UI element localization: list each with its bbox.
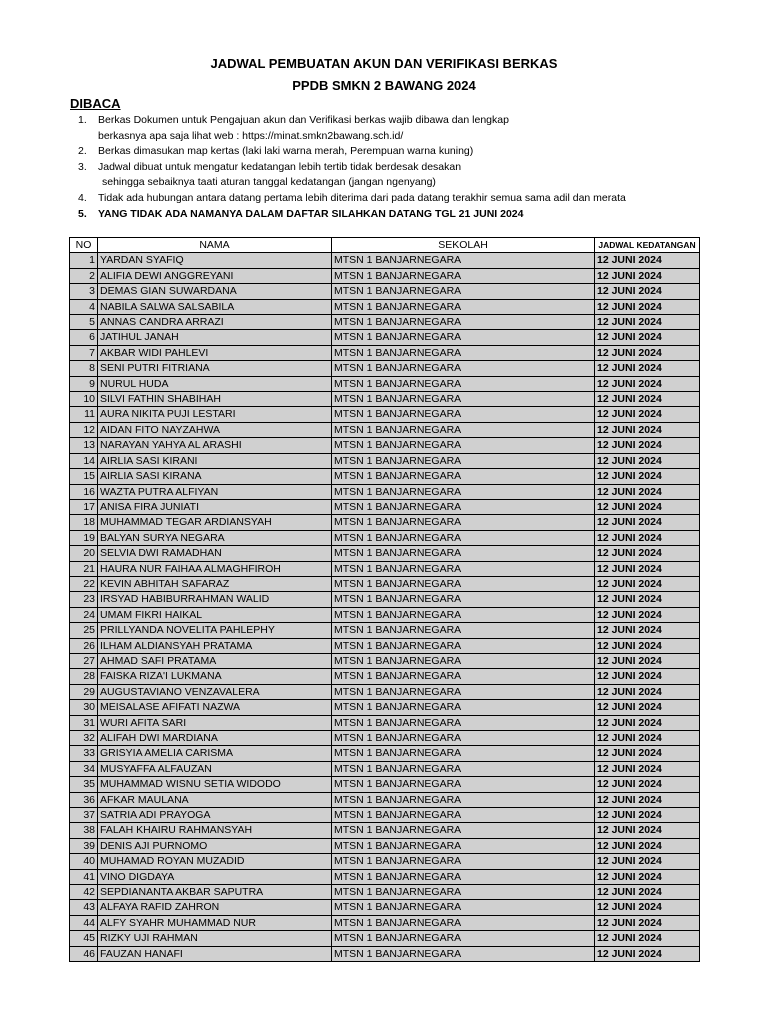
cell-sekolah: MTSN 1 BANJARNEGARA (332, 700, 595, 715)
cell-no: 7 (70, 345, 98, 360)
cell-sekolah: MTSN 1 BANJARNEGARA (332, 453, 595, 468)
cell-no: 24 (70, 607, 98, 622)
table-row (70, 361, 700, 376)
cell-no: 26 (70, 638, 98, 653)
table-row (70, 268, 700, 283)
table-row (70, 438, 700, 453)
cell-no: 23 (70, 592, 98, 607)
cell-nama: UMAM FIKRI HAIKAL (98, 607, 332, 622)
table-row (70, 869, 700, 884)
cell-no: 11 (70, 407, 98, 422)
cell-nama: SELVIA DWI RAMADHAN (98, 546, 332, 561)
cell-nama: AIRLIA SASI KIRANI (98, 453, 332, 468)
cell-nama: SATRIA ADI PRAYOGA (98, 808, 332, 823)
table-row (70, 669, 700, 684)
cell-nama: WAZTA PUTRA ALFIYAN (98, 484, 332, 499)
note-line (70, 207, 710, 223)
cell-jadwal: 12 JUNI 2024 (595, 808, 700, 823)
cell-jadwal: 12 JUNI 2024 (595, 592, 700, 607)
cell-no: 22 (70, 576, 98, 591)
table-row (70, 731, 700, 746)
table-row (70, 315, 700, 330)
table-row (70, 576, 700, 591)
cell-sekolah: MTSN 1 BANJARNEGARA (332, 931, 595, 946)
cell-sekolah: MTSN 1 BANJARNEGARA (332, 592, 595, 607)
cell-no: 45 (70, 931, 98, 946)
note-text: Tidak ada hubungan antara datang pertama lebih diterima dari pada datang terakhir semua sama adil dan merata (98, 191, 626, 204)
cell-nama: MUHAMMAD WISNU SETIA WIDODO (98, 777, 332, 792)
cell-jadwal: 12 JUNI 2024 (595, 515, 700, 530)
cell-sekolah: MTSN 1 BANJARNEGARA (332, 684, 595, 699)
cell-jadwal: 12 JUNI 2024 (595, 469, 700, 484)
cell-no: 35 (70, 777, 98, 792)
table-row (70, 885, 700, 900)
cell-no: 44 (70, 915, 98, 930)
cell-no: 15 (70, 469, 98, 484)
cell-no: 13 (70, 438, 98, 453)
cell-sekolah: MTSN 1 BANJARNEGARA (332, 869, 595, 884)
note-text: berkasnya apa saja lihat web : https://minat.smkn2bawang.sch.id/ (98, 129, 404, 142)
cell-no: 16 (70, 484, 98, 499)
cell-nama: JATIHUL JANAH (98, 330, 332, 345)
table-row (70, 900, 700, 915)
table-row (70, 453, 700, 468)
table-row (70, 469, 700, 484)
cell-jadwal: 12 JUNI 2024 (595, 546, 700, 561)
note-number: 1. (78, 114, 87, 126)
table-row (70, 546, 700, 561)
cell-no: 46 (70, 946, 98, 961)
cell-no: 8 (70, 361, 98, 376)
cell-nama: RIZKY UJI RAHMAN (98, 931, 332, 946)
cell-jadwal: 12 JUNI 2024 (595, 530, 700, 545)
cell-jadwal: 12 JUNI 2024 (595, 499, 700, 514)
cell-sekolah: MTSN 1 BANJARNEGARA (332, 746, 595, 761)
cell-jadwal: 12 JUNI 2024 (595, 284, 700, 299)
cell-nama: AIDAN FITO NAYZAHWA (98, 422, 332, 437)
cell-sekolah: MTSN 1 BANJARNEGARA (332, 623, 595, 638)
cell-sekolah: MTSN 1 BANJARNEGARA (332, 777, 595, 792)
cell-sekolah: MTSN 1 BANJARNEGARA (332, 515, 595, 530)
schedule-table (69, 237, 700, 962)
cell-nama: IRSYAD HABIBURRAHMAN WALID (98, 592, 332, 607)
table-row (70, 931, 700, 946)
cell-jadwal: 12 JUNI 2024 (595, 823, 700, 838)
cell-jadwal: 12 JUNI 2024 (595, 653, 700, 668)
cell-nama: AIRLIA SASI KIRANA (98, 469, 332, 484)
cell-nama: FAUZAN HANAFI (98, 946, 332, 961)
cell-no: 33 (70, 746, 98, 761)
cell-nama: HAURA NUR FAIHAA ALMAGHFIROH (98, 561, 332, 576)
table-row (70, 592, 700, 607)
table-row (70, 854, 700, 869)
cell-sekolah: MTSN 1 BANJARNEGARA (332, 253, 595, 268)
cell-no: 1 (70, 253, 98, 268)
cell-no: 43 (70, 900, 98, 915)
cell-nama: BALYAN SURYA NEGARA (98, 530, 332, 545)
cell-nama: NURUL HUDA (98, 376, 332, 391)
cell-no: 32 (70, 731, 98, 746)
cell-jadwal: 12 JUNI 2024 (595, 484, 700, 499)
note-line (70, 144, 710, 160)
cell-no: 39 (70, 838, 98, 853)
cell-sekolah: MTSN 1 BANJARNEGARA (332, 638, 595, 653)
cell-no: 20 (70, 546, 98, 561)
cell-nama: VINO DIGDAYA (98, 869, 332, 884)
table-row (70, 808, 700, 823)
cell-sekolah: MTSN 1 BANJARNEGARA (332, 761, 595, 776)
cell-jadwal: 12 JUNI 2024 (595, 731, 700, 746)
cell-sekolah: MTSN 1 BANJARNEGARA (332, 607, 595, 622)
note-text: sehingga sebaiknya taati aturan tanggal kedatangan (jangan ngenyang) (102, 176, 436, 189)
document-subtitle: PPDB SMKN 2 BAWANG 2024 (292, 78, 476, 93)
cell-nama: SENI PUTRI FITRIANA (98, 361, 332, 376)
cell-nama: AKBAR WIDI PAHLEVI (98, 345, 332, 360)
cell-jadwal: 12 JUNI 2024 (595, 407, 700, 422)
cell-sekolah: MTSN 1 BANJARNEGARA (332, 361, 595, 376)
cell-nama: FAISKA RIZA'I LUKMANA (98, 669, 332, 684)
table-row (70, 499, 700, 514)
cell-no: 29 (70, 684, 98, 699)
cell-sekolah: MTSN 1 BANJARNEGARA (332, 392, 595, 407)
cell-no: 30 (70, 700, 98, 715)
cell-sekolah: MTSN 1 BANJARNEGARA (332, 653, 595, 668)
cell-jadwal: 12 JUNI 2024 (595, 438, 700, 453)
cell-nama: DENIS AJI PURNOMO (98, 838, 332, 853)
cell-sekolah: MTSN 1 BANJARNEGARA (332, 530, 595, 545)
cell-nama: SILVI FATHIN SHABIHAH (98, 392, 332, 407)
table-row (70, 715, 700, 730)
cell-sekolah: MTSN 1 BANJARNEGARA (332, 731, 595, 746)
table-row (70, 561, 700, 576)
cell-jadwal: 12 JUNI 2024 (595, 623, 700, 638)
cell-no: 12 (70, 422, 98, 437)
cell-sekolah: MTSN 1 BANJARNEGARA (332, 546, 595, 561)
cell-nama: YARDAN SYAFIQ (98, 253, 332, 268)
note-number: 4. (78, 191, 87, 204)
cell-jadwal: 12 JUNI 2024 (595, 422, 700, 437)
cell-nama: NABILA SALWA SALSABILA (98, 299, 332, 314)
table-row (70, 515, 700, 530)
cell-no: 42 (70, 885, 98, 900)
cell-jadwal: 12 JUNI 2024 (595, 345, 700, 360)
cell-no: 40 (70, 854, 98, 869)
table-row (70, 700, 700, 715)
cell-sekolah: MTSN 1 BANJARNEGARA (332, 915, 595, 930)
table-row (70, 530, 700, 545)
cell-sekolah: MTSN 1 BANJARNEGARA (332, 808, 595, 823)
cell-sekolah: MTSN 1 BANJARNEGARA (332, 946, 595, 961)
cell-no: 4 (70, 299, 98, 314)
cell-no: 10 (70, 392, 98, 407)
cell-no: 36 (70, 792, 98, 807)
cell-no: 6 (70, 330, 98, 345)
cell-nama: ANISA FIRA JUNIATI (98, 499, 332, 514)
note-number: 2. (78, 145, 87, 158)
cell-no: 2 (70, 268, 98, 283)
header-sekolah: SEKOLAH (332, 238, 595, 253)
cell-jadwal: 12 JUNI 2024 (595, 946, 700, 961)
section-label: DIBACA (70, 96, 121, 111)
cell-no: 34 (70, 761, 98, 776)
note-line (70, 113, 710, 129)
cell-sekolah: MTSN 1 BANJARNEGARA (332, 561, 595, 576)
cell-jadwal: 12 JUNI 2024 (595, 885, 700, 900)
table-row (70, 607, 700, 622)
table-row (70, 284, 700, 299)
cell-jadwal: 12 JUNI 2024 (595, 253, 700, 268)
table-row (70, 838, 700, 853)
cell-no: 9 (70, 376, 98, 391)
cell-sekolah: MTSN 1 BANJARNEGARA (332, 484, 595, 499)
header-nama: NAMA (98, 238, 332, 253)
note-line (70, 191, 710, 207)
note-line (70, 175, 710, 191)
note-number: 5. (78, 207, 87, 220)
cell-jadwal: 12 JUNI 2024 (595, 607, 700, 622)
cell-no: 27 (70, 653, 98, 668)
table-header-row (70, 238, 700, 253)
header-jadwal: JADWAL KEDATANGAN (595, 238, 700, 253)
cell-sekolah: MTSN 1 BANJARNEGARA (332, 792, 595, 807)
cell-sekolah: MTSN 1 BANJARNEGARA (332, 469, 595, 484)
header-no: NO (70, 238, 98, 253)
cell-nama: ALFAYA RAFID ZAHRON (98, 900, 332, 915)
cell-sekolah: MTSN 1 BANJARNEGARA (332, 407, 595, 422)
cell-sekolah: MTSN 1 BANJARNEGARA (332, 576, 595, 591)
cell-no: 28 (70, 669, 98, 684)
table-row (70, 623, 700, 638)
cell-nama: ALIFIA DEWI ANGGREYANI (98, 268, 332, 283)
cell-nama: AFKAR MAULANA (98, 792, 332, 807)
cell-jadwal: 12 JUNI 2024 (595, 361, 700, 376)
cell-jadwal: 12 JUNI 2024 (595, 746, 700, 761)
cell-sekolah: MTSN 1 BANJARNEGARA (332, 330, 595, 345)
cell-nama: WURI AFITA SARI (98, 715, 332, 730)
cell-jadwal: 12 JUNI 2024 (595, 900, 700, 915)
cell-jadwal: 12 JUNI 2024 (595, 931, 700, 946)
table-row (70, 777, 700, 792)
cell-sekolah: MTSN 1 BANJARNEGARA (332, 715, 595, 730)
table-row (70, 345, 700, 360)
table-row (70, 407, 700, 422)
table-row (70, 299, 700, 314)
cell-nama: MEISALASE AFIFATI NAZWA (98, 700, 332, 715)
cell-jadwal: 12 JUNI 2024 (595, 838, 700, 853)
cell-nama: AURA NIKITA PUJI LESTARI (98, 407, 332, 422)
cell-jadwal: 12 JUNI 2024 (595, 869, 700, 884)
note-line (70, 129, 710, 145)
table-row (70, 376, 700, 391)
cell-sekolah: MTSN 1 BANJARNEGARA (332, 900, 595, 915)
table-row (70, 746, 700, 761)
table-row (70, 653, 700, 668)
cell-no: 19 (70, 530, 98, 545)
cell-sekolah: MTSN 1 BANJARNEGARA (332, 854, 595, 869)
cell-sekolah: MTSN 1 BANJARNEGARA (332, 438, 595, 453)
notes-list (70, 113, 710, 222)
cell-no: 37 (70, 808, 98, 823)
cell-nama: NARAYAN YAHYA AL ARASHI (98, 438, 332, 453)
cell-no: 17 (70, 499, 98, 514)
cell-sekolah: MTSN 1 BANJARNEGARA (332, 284, 595, 299)
table-row (70, 253, 700, 268)
cell-jadwal: 12 JUNI 2024 (595, 268, 700, 283)
cell-jadwal: 12 JUNI 2024 (595, 315, 700, 330)
cell-sekolah: MTSN 1 BANJARNEGARA (332, 376, 595, 391)
cell-jadwal: 12 JUNI 2024 (595, 700, 700, 715)
cell-nama: MUSYAFFA ALFAUZAN (98, 761, 332, 776)
cell-nama: PRILLYANDA NOVELITA PAHLEPHY (98, 623, 332, 638)
table-row (70, 684, 700, 699)
cell-jadwal: 12 JUNI 2024 (595, 299, 700, 314)
table-row (70, 330, 700, 345)
cell-sekolah: MTSN 1 BANJARNEGARA (332, 499, 595, 514)
cell-sekolah: MTSN 1 BANJARNEGARA (332, 299, 595, 314)
table-row (70, 823, 700, 838)
cell-no: 38 (70, 823, 98, 838)
document-title: JADWAL PEMBUATAN AKUN DAN VERIFIKASI BERKAS (210, 56, 558, 71)
cell-nama: AUGUSTAVIANO VENZAVALERA (98, 684, 332, 699)
cell-sekolah: MTSN 1 BANJARNEGARA (332, 315, 595, 330)
cell-nama: ANNAS CANDRA ARRAZI (98, 315, 332, 330)
cell-no: 31 (70, 715, 98, 730)
cell-jadwal: 12 JUNI 2024 (595, 792, 700, 807)
table-row (70, 761, 700, 776)
cell-nama: ALFY SYAHR MUHAMMAD NUR (98, 915, 332, 930)
table-row (70, 422, 700, 437)
cell-no: 18 (70, 515, 98, 530)
table-row (70, 915, 700, 930)
cell-jadwal: 12 JUNI 2024 (595, 684, 700, 699)
table-row (70, 392, 700, 407)
cell-sekolah: MTSN 1 BANJARNEGARA (332, 838, 595, 853)
cell-nama: MUHAMAD ROYAN MUZADID (98, 854, 332, 869)
table-row (70, 484, 700, 499)
cell-nama: AHMAD SAFI PRATAMA (98, 653, 332, 668)
cell-nama: SEPDIANANTA AKBAR SAPUTRA (98, 885, 332, 900)
cell-nama: ALIFAH DWI MARDIANA (98, 731, 332, 746)
cell-jadwal: 12 JUNI 2024 (595, 376, 700, 391)
table-row (70, 792, 700, 807)
cell-jadwal: 12 JUNI 2024 (595, 392, 700, 407)
cell-jadwal: 12 JUNI 2024 (595, 915, 700, 930)
cell-sekolah: MTSN 1 BANJARNEGARA (332, 422, 595, 437)
cell-jadwal: 12 JUNI 2024 (595, 761, 700, 776)
cell-no: 21 (70, 561, 98, 576)
cell-no: 25 (70, 623, 98, 638)
table-row (70, 638, 700, 653)
note-text: Berkas dimasukan map kertas (laki laki warna merah, Perempuan warna kuning) (98, 145, 474, 158)
note-line (70, 160, 710, 176)
table-body (70, 253, 700, 962)
cell-jadwal: 12 JUNI 2024 (595, 561, 700, 576)
note-text: Berkas Dokumen untuk Pengajuan akun dan Verifikasi berkas wajib dibawa dan lengkap (98, 114, 509, 126)
note-text: YANG TIDAK ADA NAMANYA DALAM DAFTAR SILAHKAN DATANG TGL 21 JUNI 2024 (98, 207, 524, 220)
cell-sekolah: MTSN 1 BANJARNEGARA (332, 885, 595, 900)
cell-jadwal: 12 JUNI 2024 (595, 854, 700, 869)
cell-sekolah: MTSN 1 BANJARNEGARA (332, 268, 595, 283)
cell-jadwal: 12 JUNI 2024 (595, 576, 700, 591)
cell-nama: MUHAMMAD TEGAR ARDIANSYAH (98, 515, 332, 530)
cell-nama: FALAH KHAIRU RAHMANSYAH (98, 823, 332, 838)
cell-sekolah: MTSN 1 BANJARNEGARA (332, 669, 595, 684)
cell-nama: ILHAM ALDIANSYAH PRATAMA (98, 638, 332, 653)
cell-nama: GRISYIA AMELIA CARISMA (98, 746, 332, 761)
cell-jadwal: 12 JUNI 2024 (595, 777, 700, 792)
cell-sekolah: MTSN 1 BANJARNEGARA (332, 823, 595, 838)
cell-jadwal: 12 JUNI 2024 (595, 330, 700, 345)
table-row (70, 946, 700, 961)
cell-nama: DEMAS GIAN SUWARDANA (98, 284, 332, 299)
cell-jadwal: 12 JUNI 2024 (595, 715, 700, 730)
cell-jadwal: 12 JUNI 2024 (595, 638, 700, 653)
cell-nama: KEVIN ABHITAH SAFARAZ (98, 576, 332, 591)
cell-no: 41 (70, 869, 98, 884)
cell-sekolah: MTSN 1 BANJARNEGARA (332, 345, 595, 360)
note-number: 3. (78, 160, 87, 173)
cell-no: 5 (70, 315, 98, 330)
cell-no: 3 (70, 284, 98, 299)
cell-jadwal: 12 JUNI 2024 (595, 453, 700, 468)
note-text: Jadwal dibuat untuk mengatur kedatangan lebih tertib tidak berdesak desakan (98, 160, 462, 173)
cell-no: 14 (70, 453, 98, 468)
cell-jadwal: 12 JUNI 2024 (595, 669, 700, 684)
